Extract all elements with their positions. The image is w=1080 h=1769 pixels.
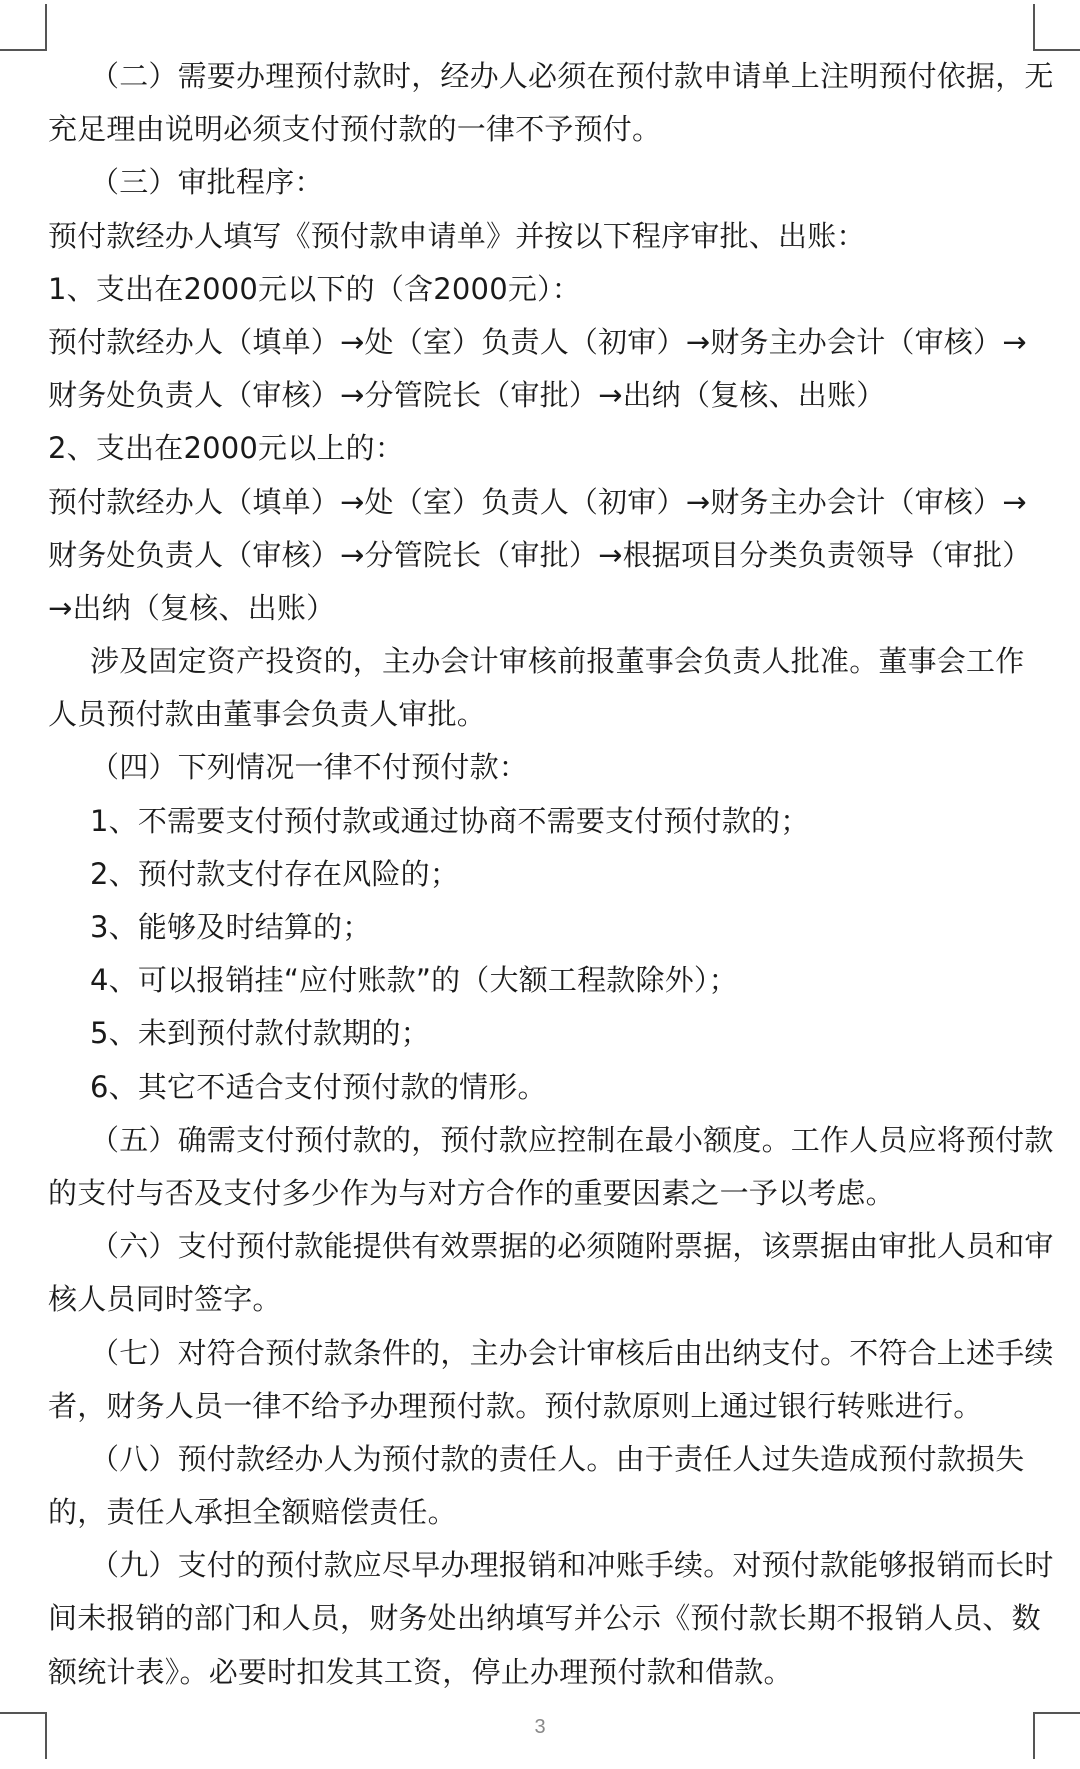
text-line: 预付款经办人（填单）→处（室）负责人（初审）→财务主办会计（审核）→	[48, 484, 1027, 519]
text-line: 间未报销的部门和人员，财务处出纳填写并公示《预付款长期不报销人员、数	[48, 1601, 1041, 1636]
text-line: 6、其它不适合支付预付款的情形。	[90, 1069, 547, 1104]
text-line: 人员预付款由董事会负责人审批。	[48, 697, 487, 732]
document-body	[48, 50, 1054, 1699]
text-line: （七）对符合预付款条件的，主办会计审核后由出纳支付。不符合上述手续	[90, 1335, 1054, 1370]
text-line: 核人员同时签字。	[48, 1282, 282, 1317]
crop-mark-top-left	[0, 4, 47, 51]
text-line: （六）支付预付款能提供有效票据的必须随附票据，该票据由审批人员和审	[90, 1229, 1054, 1264]
text-line: 财务处负责人（审核）→分管院长（审批）→根据项目分类负责领导（审批）	[48, 537, 1032, 572]
text-line: （五）确需支付预付款的，预付款应控制在最小额度。工作人员应将预付款	[90, 1122, 1054, 1157]
text-line: 财务处负责人（审核）→分管院长（审批）→出纳（复核、出账）	[48, 378, 886, 413]
text-line: 5、未到预付款付款期的；	[90, 1016, 430, 1051]
text-line: 充足理由说明必须支付预付款的一律不予预付。	[48, 112, 662, 147]
text-line: 的，责任人承担全额赔偿责任。	[48, 1495, 457, 1530]
text-line: 3、能够及时结算的；	[90, 910, 372, 944]
text-line: （二）需要办理预付款时，经办人必须在预付款申请单上注明预付依据，无	[90, 59, 1054, 93]
text-line: 4、可以报销挂“应付账款”的（大额工程款除外）；	[90, 963, 738, 998]
text-line: 者，财务人员一律不给予办理预付款。预付款原则上通过银行转账进行。	[48, 1388, 983, 1423]
text-line: （四）下列情况一律不付预付款：	[90, 750, 529, 785]
text-line: 1、不需要支付预付款或通过协商不需要支付预付款的；	[90, 803, 810, 838]
text-line: 预付款经办人（填单）→处（室）负责人（初审）→财务主办会计（审核）→	[48, 324, 1027, 359]
text-line: 预付款经办人填写《预付款申请单》并按以下程序审批、出账：	[48, 218, 866, 253]
text-line: 额统计表》。必要时扣发其工资，停止办理预付款和借款。	[48, 1654, 793, 1689]
page-number: 3	[534, 1716, 546, 1738]
text-line: （九）支付的预付款应尽早办理报销和冲账手续。对预付款能够报销而长时	[90, 1548, 1054, 1583]
text-line: 的支付与否及支付多少作为与对方合作的重要因素之一予以考虑。	[48, 1175, 895, 1210]
text-line: 1、支出在2000元以下的（含2000元）：	[48, 271, 581, 306]
text-line: （八）预付款经办人为预付款的责任人。由于责任人过失造成预付款损失	[90, 1441, 1025, 1476]
text-line: 2、预付款支付存在风险的；	[90, 856, 460, 891]
text-line: （三）审批程序：	[90, 165, 324, 200]
crop-mark-top-right	[1033, 4, 1080, 51]
text-line: 涉及固定资产投资的，主办会计审核前报董事会负责人批准。董事会工作	[90, 644, 1025, 679]
text-line: →出纳（复核、出账）	[48, 590, 336, 625]
text-line: 2、支出在2000元以上的：	[48, 431, 405, 466]
